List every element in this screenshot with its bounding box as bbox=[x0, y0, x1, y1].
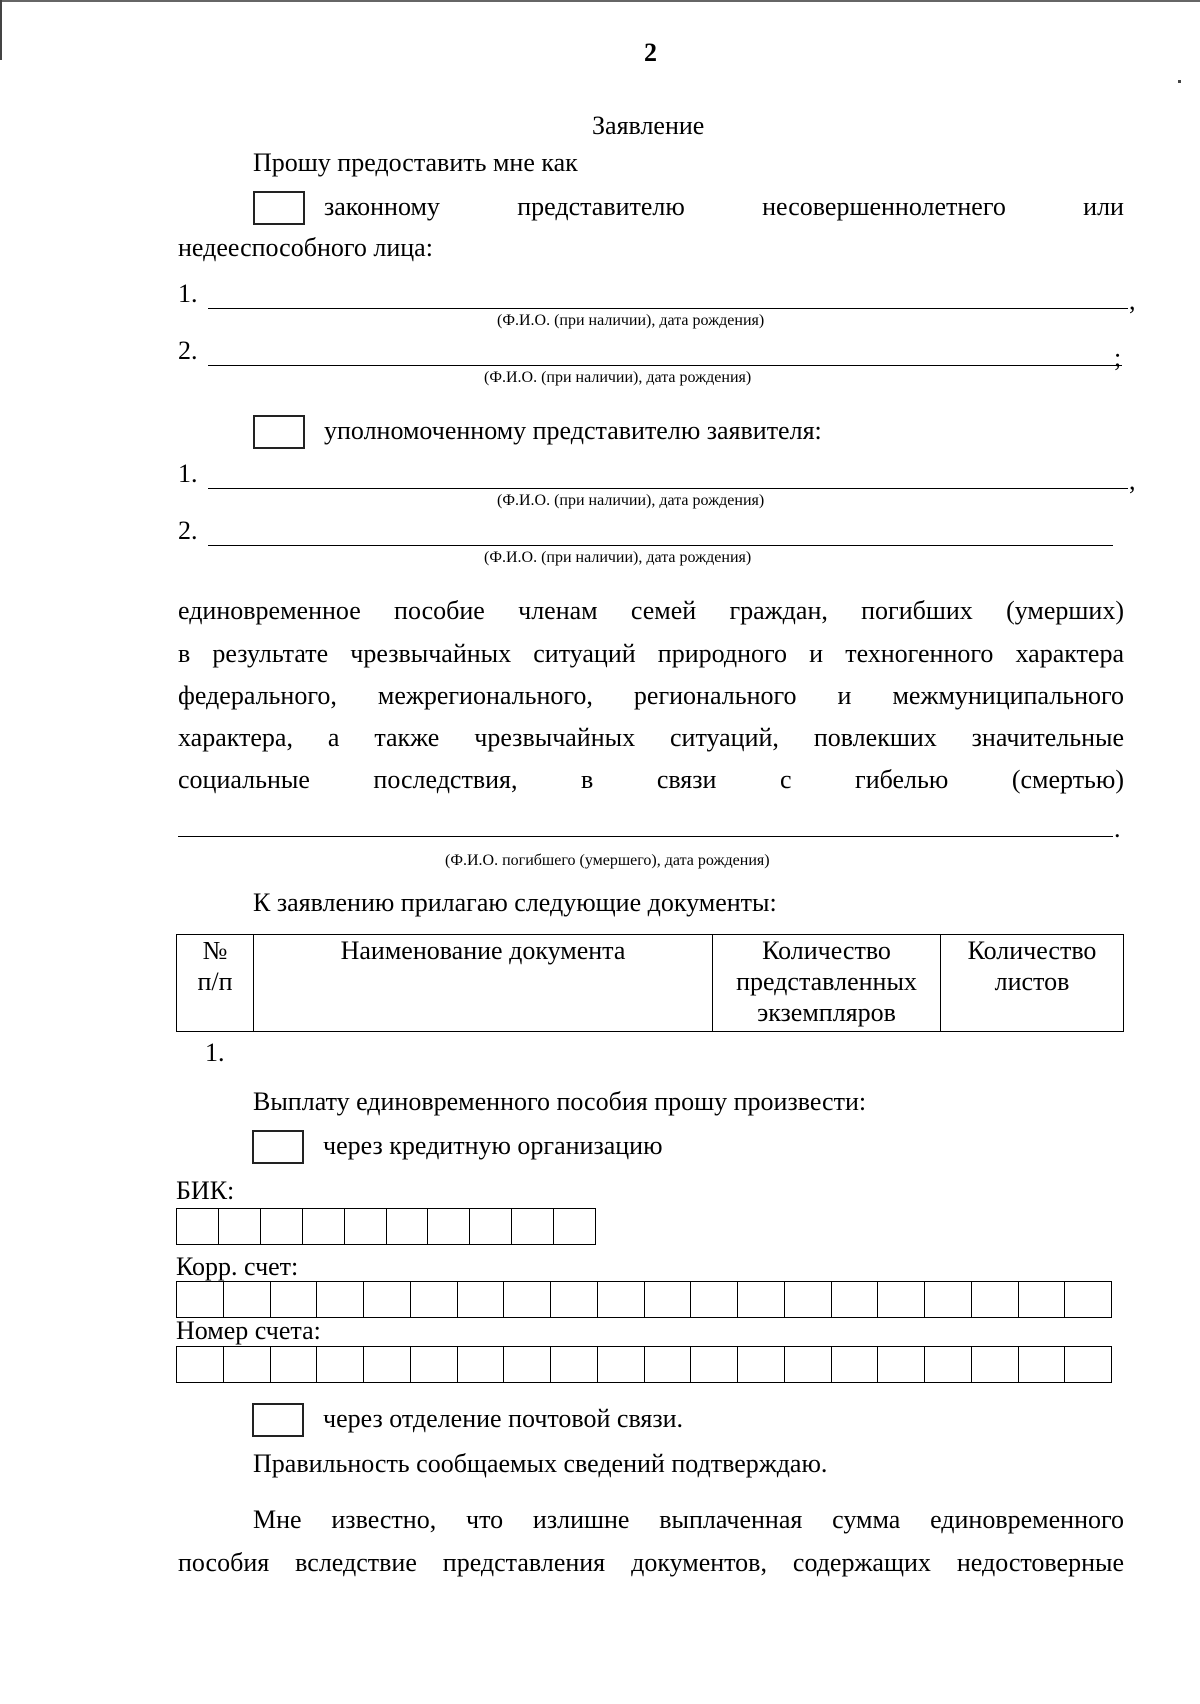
benefit-line-4: характера, а также чрезвычайных ситуаций, повлекших значительные bbox=[178, 723, 1124, 752]
payment-intro: Выплату единовременного пособия прошу произвести: bbox=[253, 1087, 867, 1116]
legal-word-1: законному bbox=[324, 192, 440, 221]
closing-line-2: пособия вследствие представления документов, содержащих недостоверные bbox=[178, 1548, 1124, 1577]
legal-item-2-number: 2. bbox=[178, 336, 198, 365]
authorized-item-1-comma: , bbox=[1129, 466, 1136, 495]
legal-label-continued: недееспособного лица: bbox=[178, 233, 433, 262]
legal-word-2: представителю bbox=[517, 192, 685, 221]
document-title: Заявление bbox=[592, 111, 705, 140]
authorized-item-2-caption: (Ф.И.О. (при наличии), дата рождения) bbox=[484, 549, 752, 566]
legal-item-1-field[interactable] bbox=[208, 308, 1128, 309]
scan-left-mark bbox=[0, 0, 2, 60]
confirmation-text: Правильность сообщаемых сведений подтверждаю. bbox=[253, 1449, 828, 1478]
col-copies-header: Количество представленных экземпляров bbox=[713, 935, 941, 1032]
bik-input[interactable] bbox=[176, 1208, 596, 1245]
col-name-header: Наименование документа bbox=[254, 935, 713, 1032]
intro-text: Прошу предоставить мне как bbox=[253, 148, 578, 177]
legal-word-3: несовершеннолетнего bbox=[762, 192, 1006, 221]
account-number-input[interactable] bbox=[176, 1346, 1112, 1383]
benefit-line-5: социальные последствия, в связи с гибелью (смертью) bbox=[178, 765, 1124, 794]
account-number-label: Номер счета: bbox=[176, 1316, 321, 1345]
closing-line-1: Мне известно, что излишне выплаченная сумма единовременного bbox=[253, 1505, 1124, 1534]
authorized-item-1-caption: (Ф.И.О. (при наличии), дата рождения) bbox=[497, 492, 765, 509]
col-number-text: № п/п bbox=[197, 936, 233, 996]
corr-account-label: Корр. счет: bbox=[176, 1252, 299, 1281]
table-header-row bbox=[177, 935, 1124, 1032]
legal-item-1-caption: (Ф.И.О. (при наличии), дата рождения) bbox=[497, 312, 765, 329]
table-row-1-number: 1. bbox=[205, 1038, 225, 1067]
post-payment-checkbox[interactable] bbox=[252, 1403, 304, 1437]
bank-payment-checkbox[interactable] bbox=[252, 1130, 304, 1164]
benefit-line-3: федерального, межрегионального, регионального и межмуниципального bbox=[178, 681, 1124, 710]
scan-top-edge bbox=[0, 0, 1200, 2]
benefit-line-1: единовременное пособие членам семей граждан, погибших (умерших) bbox=[178, 596, 1124, 625]
authorized-item-1-field[interactable] bbox=[208, 488, 1128, 489]
authorized-item-2-field[interactable] bbox=[208, 545, 1113, 546]
legal-word-4: или bbox=[1083, 192, 1124, 221]
legal-representative-label bbox=[324, 192, 1124, 222]
deceased-caption: (Ф.И.О. погибшего (умершего), дата рождения) bbox=[445, 852, 770, 869]
authorized-representative-label: уполномоченному представителю заявителя: bbox=[324, 416, 822, 445]
attachments-intro: К заявлению прилагаю следующие документы: bbox=[253, 888, 777, 917]
authorized-item-1-number: 1. bbox=[178, 459, 198, 488]
corr-account-input[interactable] bbox=[176, 1281, 1112, 1318]
legal-item-2-field[interactable] bbox=[208, 365, 1122, 366]
legal-representative-checkbox[interactable] bbox=[253, 191, 305, 225]
deceased-name-field[interactable] bbox=[178, 836, 1113, 837]
legal-item-2-caption: (Ф.И.О. (при наличии), дата рождения) bbox=[484, 369, 752, 386]
bank-payment-label: через кредитную организацию bbox=[323, 1131, 663, 1160]
legal-item-1-comma: , bbox=[1129, 286, 1136, 315]
documents-table bbox=[176, 934, 1124, 1032]
col-number-header bbox=[177, 935, 254, 1032]
legal-item-1-number: 1. bbox=[178, 279, 198, 308]
authorized-representative-checkbox[interactable] bbox=[253, 415, 305, 449]
post-payment-label: через отделение почтовой связи. bbox=[323, 1404, 684, 1433]
authorized-item-2-number: 2. bbox=[178, 516, 198, 545]
legal-item-2-semicolon: ; bbox=[1114, 343, 1122, 372]
bik-label: БИК: bbox=[176, 1176, 235, 1205]
deceased-field-period: . bbox=[1114, 814, 1121, 843]
col-sheets-header: Количество листов bbox=[941, 935, 1124, 1032]
scan-speck bbox=[1178, 80, 1181, 83]
benefit-line-2: в результате чрезвычайных ситуаций природного и техногенного характера bbox=[178, 639, 1124, 668]
page-number: 2 bbox=[644, 38, 657, 67]
